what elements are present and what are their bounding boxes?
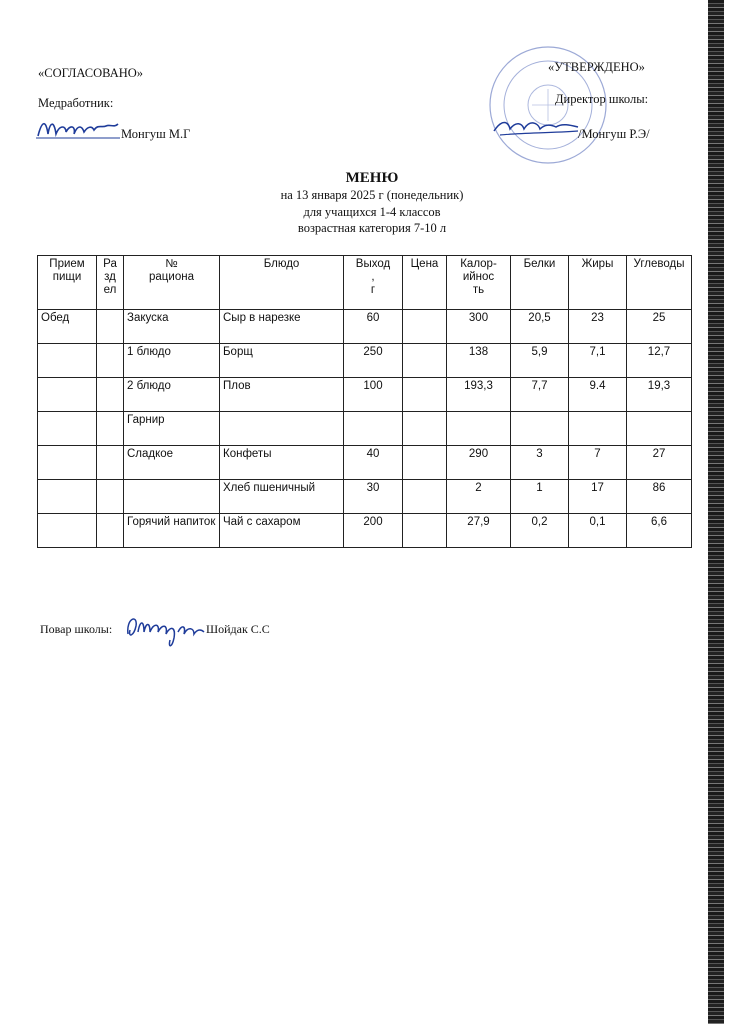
cell-dish: Хлеб пшеничный (220, 480, 344, 514)
cell-meal (38, 378, 97, 412)
scan-edge-artifact (708, 0, 724, 1024)
cell-dish: Чай с сахаром (220, 514, 344, 548)
cell-section (97, 378, 124, 412)
cell-proteins: 0,2 (511, 514, 569, 548)
cell-dish: Борщ (220, 344, 344, 378)
table-row (38, 412, 692, 446)
menu-age-category: возрастная категория 7-10 л (297, 221, 447, 235)
cook-signature (124, 608, 206, 650)
cell-fats: 7 (569, 446, 627, 480)
cell-portion: 60 (344, 310, 403, 344)
cell-meal (38, 514, 97, 548)
table-row (38, 310, 692, 344)
cell-proteins: 1 (511, 480, 569, 514)
menu-date: на 13 января 2025 г (понедельник) (280, 188, 464, 202)
table-row (38, 514, 692, 548)
cell-dish: Конфеты (220, 446, 344, 480)
cell-portion (344, 412, 403, 446)
cell-carbs: 19,3 (627, 378, 692, 412)
table-row (38, 344, 692, 378)
cell-portion: 30 (344, 480, 403, 514)
cell-calories (447, 412, 511, 446)
col-calories: Калор- ийнос ть (447, 256, 511, 310)
menu-title: МЕНЮ (345, 170, 399, 186)
table-row (38, 446, 692, 480)
cell-fats: 17 (569, 480, 627, 514)
col-price: Цена (403, 256, 447, 310)
col-proteins: Белки (511, 256, 569, 310)
menu-class-group: для учащихся 1-4 классов (303, 205, 441, 219)
cell-portion: 40 (344, 446, 403, 480)
cell-section (97, 412, 124, 446)
cell-meal (38, 344, 97, 378)
cell-section (97, 514, 124, 548)
cell-fats (569, 412, 627, 446)
cell-section (97, 344, 124, 378)
cell-section (97, 480, 124, 514)
approval-left-title: «СОГЛАСОВАНО» (38, 66, 144, 80)
director-role: Директор школы: (555, 92, 649, 106)
cell-proteins: 3 (511, 446, 569, 480)
cell-carbs: 25 (627, 310, 692, 344)
cell-meal: Обед (38, 310, 97, 344)
cell-calories: 193,3 (447, 378, 511, 412)
table-row (38, 480, 692, 514)
medic-signature (36, 116, 120, 142)
cell-meal (38, 480, 97, 514)
col-portion: Выход , г (344, 256, 403, 310)
cell-section (97, 310, 124, 344)
cell-proteins (511, 412, 569, 446)
cell-section (97, 446, 124, 480)
director-name: /Монгуш Р.Э/ (578, 127, 650, 141)
cell-ration: 1 блюдо (124, 344, 220, 378)
cook-role: Повар школы: (40, 622, 113, 636)
col-meal: Прием пищи (38, 256, 97, 310)
cell-ration: Закуска (124, 310, 220, 344)
cell-ration: Гарнир (124, 412, 220, 446)
cell-dish (220, 412, 344, 446)
cell-fats: 7,1 (569, 344, 627, 378)
cell-dish: Сыр в нарезке (220, 310, 344, 344)
cell-carbs: 27 (627, 446, 692, 480)
cell-carbs: 12,7 (627, 344, 692, 378)
table-row (38, 378, 692, 412)
menu-table (37, 255, 692, 548)
medic-role: Медработник: (38, 96, 114, 110)
col-fats: Жиры (569, 256, 627, 310)
cell-proteins: 20,5 (511, 310, 569, 344)
cell-price (403, 446, 447, 480)
cell-dish: Плов (220, 378, 344, 412)
cell-price (403, 412, 447, 446)
cell-portion: 200 (344, 514, 403, 548)
cell-meal (38, 412, 97, 446)
cell-calories: 300 (447, 310, 511, 344)
cell-fats: 23 (569, 310, 627, 344)
cell-price (403, 480, 447, 514)
cell-calories: 27,9 (447, 514, 511, 548)
cell-ration: 2 блюдо (124, 378, 220, 412)
table-header-row (38, 256, 692, 310)
cell-carbs: 6,6 (627, 514, 692, 548)
col-section: Ра зд ел (97, 256, 124, 310)
cell-carbs (627, 412, 692, 446)
cell-fats: 0,1 (569, 514, 627, 548)
cell-portion: 100 (344, 378, 403, 412)
cell-proteins: 7,7 (511, 378, 569, 412)
medic-name: Монгуш М.Г (121, 127, 191, 141)
cell-ration: Горячий напиток (124, 514, 220, 548)
col-ration-number: № рациона (124, 256, 220, 310)
col-carbs: Углеводы (627, 256, 692, 310)
cell-calories: 2 (447, 480, 511, 514)
approval-right-title: «УТВЕРЖДЕНО» (548, 60, 645, 74)
cell-price (403, 514, 447, 548)
cell-portion: 250 (344, 344, 403, 378)
cell-meal (38, 446, 97, 480)
cell-carbs: 86 (627, 480, 692, 514)
cell-ration (124, 480, 220, 514)
cell-calories: 138 (447, 344, 511, 378)
cell-ration: Сладкое (124, 446, 220, 480)
cell-proteins: 5,9 (511, 344, 569, 378)
cell-calories: 290 (447, 446, 511, 480)
col-dish: Блюдо (220, 256, 344, 310)
cell-price (403, 378, 447, 412)
cell-price (403, 310, 447, 344)
cell-fats: 9.4 (569, 378, 627, 412)
director-signature (490, 115, 582, 139)
cook-name: Шойдак С.С (206, 622, 270, 636)
cell-price (403, 344, 447, 378)
